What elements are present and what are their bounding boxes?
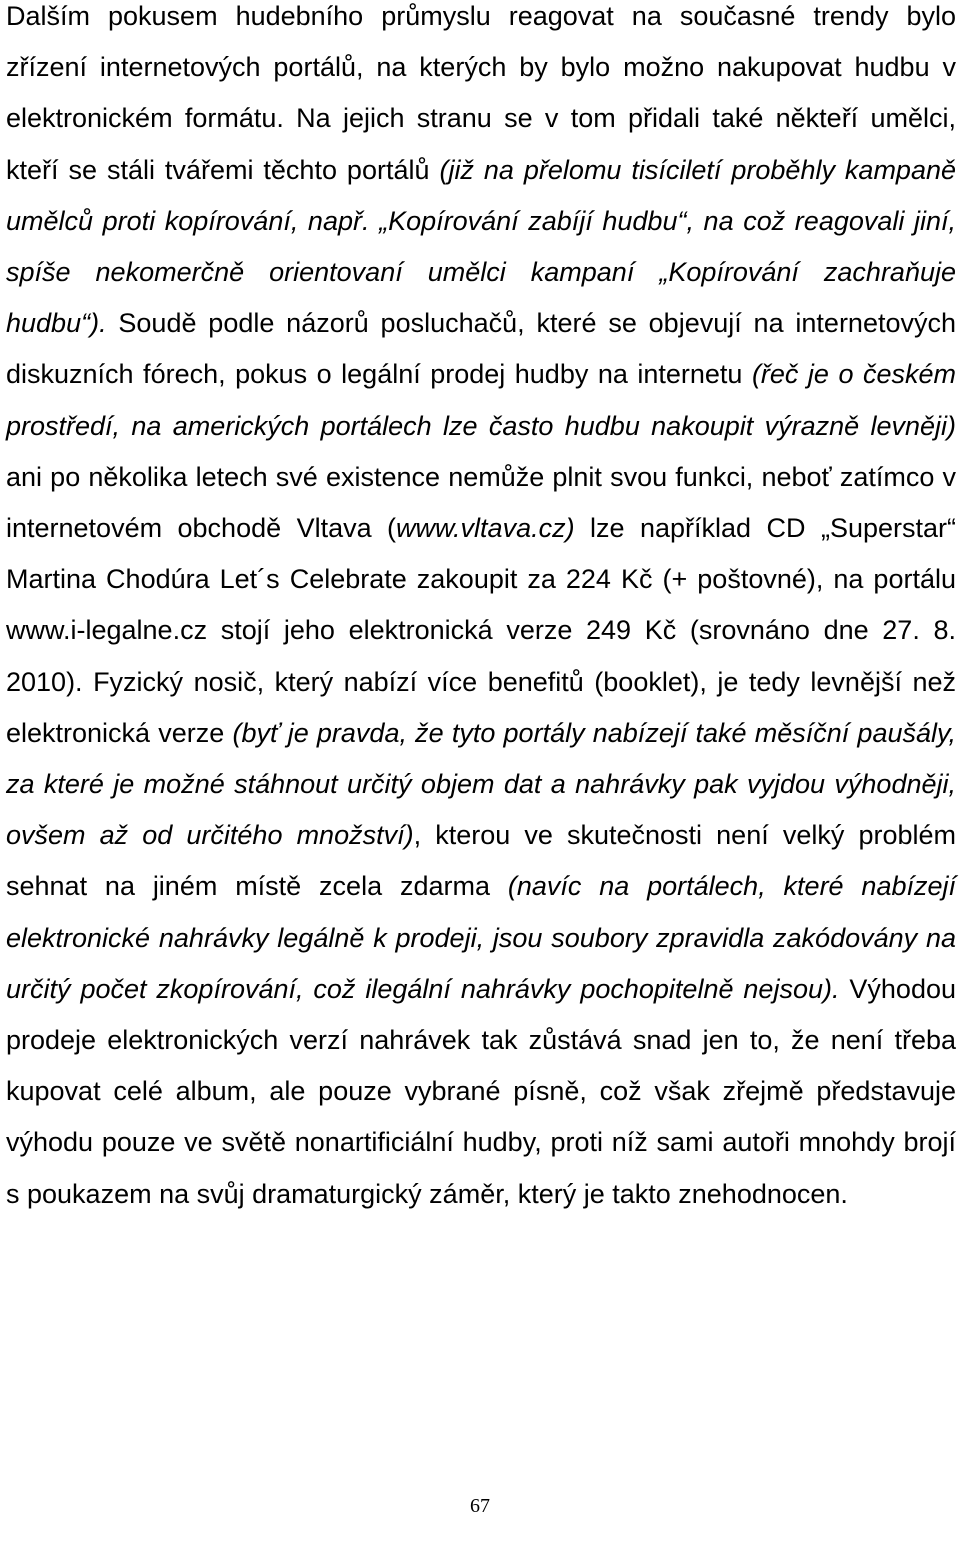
italic-aside: (byť je pravda, že tyto portály nabízejí také měsíční paušály, za které je možné stáhnout určitý objem dat a nahrávky pak vyjdou výhodněji, ovšem až od určitého množství) bbox=[6, 717, 956, 851]
text-segment: Soudě podle názorů posluchačů, které se objevují na internetových diskuzních fórech, pokus o legální prodej hudby na internetu bbox=[6, 308, 956, 390]
italic-url: www.vltava.cz) bbox=[396, 513, 575, 544]
italic-aside: (řeč je o českém prostředí, na amerických portálech lze často hudbu nakoupit výrazně levněji) bbox=[6, 359, 956, 441]
page-number: 67 bbox=[470, 1495, 490, 1517]
text-segment: ani po několika letech své existence nemůže plnit svou funkci, neboť zatímco v internetovém obchodě Vltava ( bbox=[6, 461, 956, 544]
italic-aside: (již na přelomu tisíciletí proběhly kampaně umělců proti kopírování, např. „Kopírování zabíjí hudbu“, na což reagovali jiní, spíše nekomerčně orientovaní umělci kampaní „Kopírování zachraňuje hudbu“). bbox=[6, 154, 957, 339]
body-paragraph bbox=[6, 0, 956, 1220]
italic-aside: (navíc na portálech, které nabízejí elektronické nahrávky legálně k prodeji, jsou soubory zpravidla zakódovány na určitý počet zkopírování, což ilegální nahrávky pochopitelně nejsou). bbox=[6, 871, 956, 1004]
text-segment: Výhodou prodeje elektronických verzí nahrávek tak zůstává snad jen to, že není třeba kupovat celé album, ale pouze vybrané písně, což však zřejmě představuje výhodu pouze ve světě nonartificiální hudby, proti níž sami autoři mnohdy brojí s poukazem na svůj dramaturgický záměr, který je takto znehodnocen. bbox=[6, 973, 956, 1209]
text-segment: lze například CD „Superstar“ Martina Chodúra Let´s Celebrate zakoupit za 224 Kč (+ poštovné), na portálu www.i-legalne.cz stojí jeho elektronická verze 249 Kč (srovnáno dne 27. 8. 2010). Fyzický nosič, který nabízí více benefitů (booklet), je tedy levnější než elektronická verze bbox=[6, 513, 956, 748]
text-segment: Dalším pokusem hudebního průmyslu reagovat na současné trendy bylo zřízení internetových portálů, na kterých by bylo možno nakupovat hudbu v elektronickém formátu. Na jejich stranu se v tom přidali také někteří umělci, kteří se stáli tvářemi těchto portálů bbox=[6, 1, 956, 185]
text-segment: , kterou ve skutečnosti není velký problém sehnat na jiném místě zcela zdarma bbox=[6, 820, 956, 902]
